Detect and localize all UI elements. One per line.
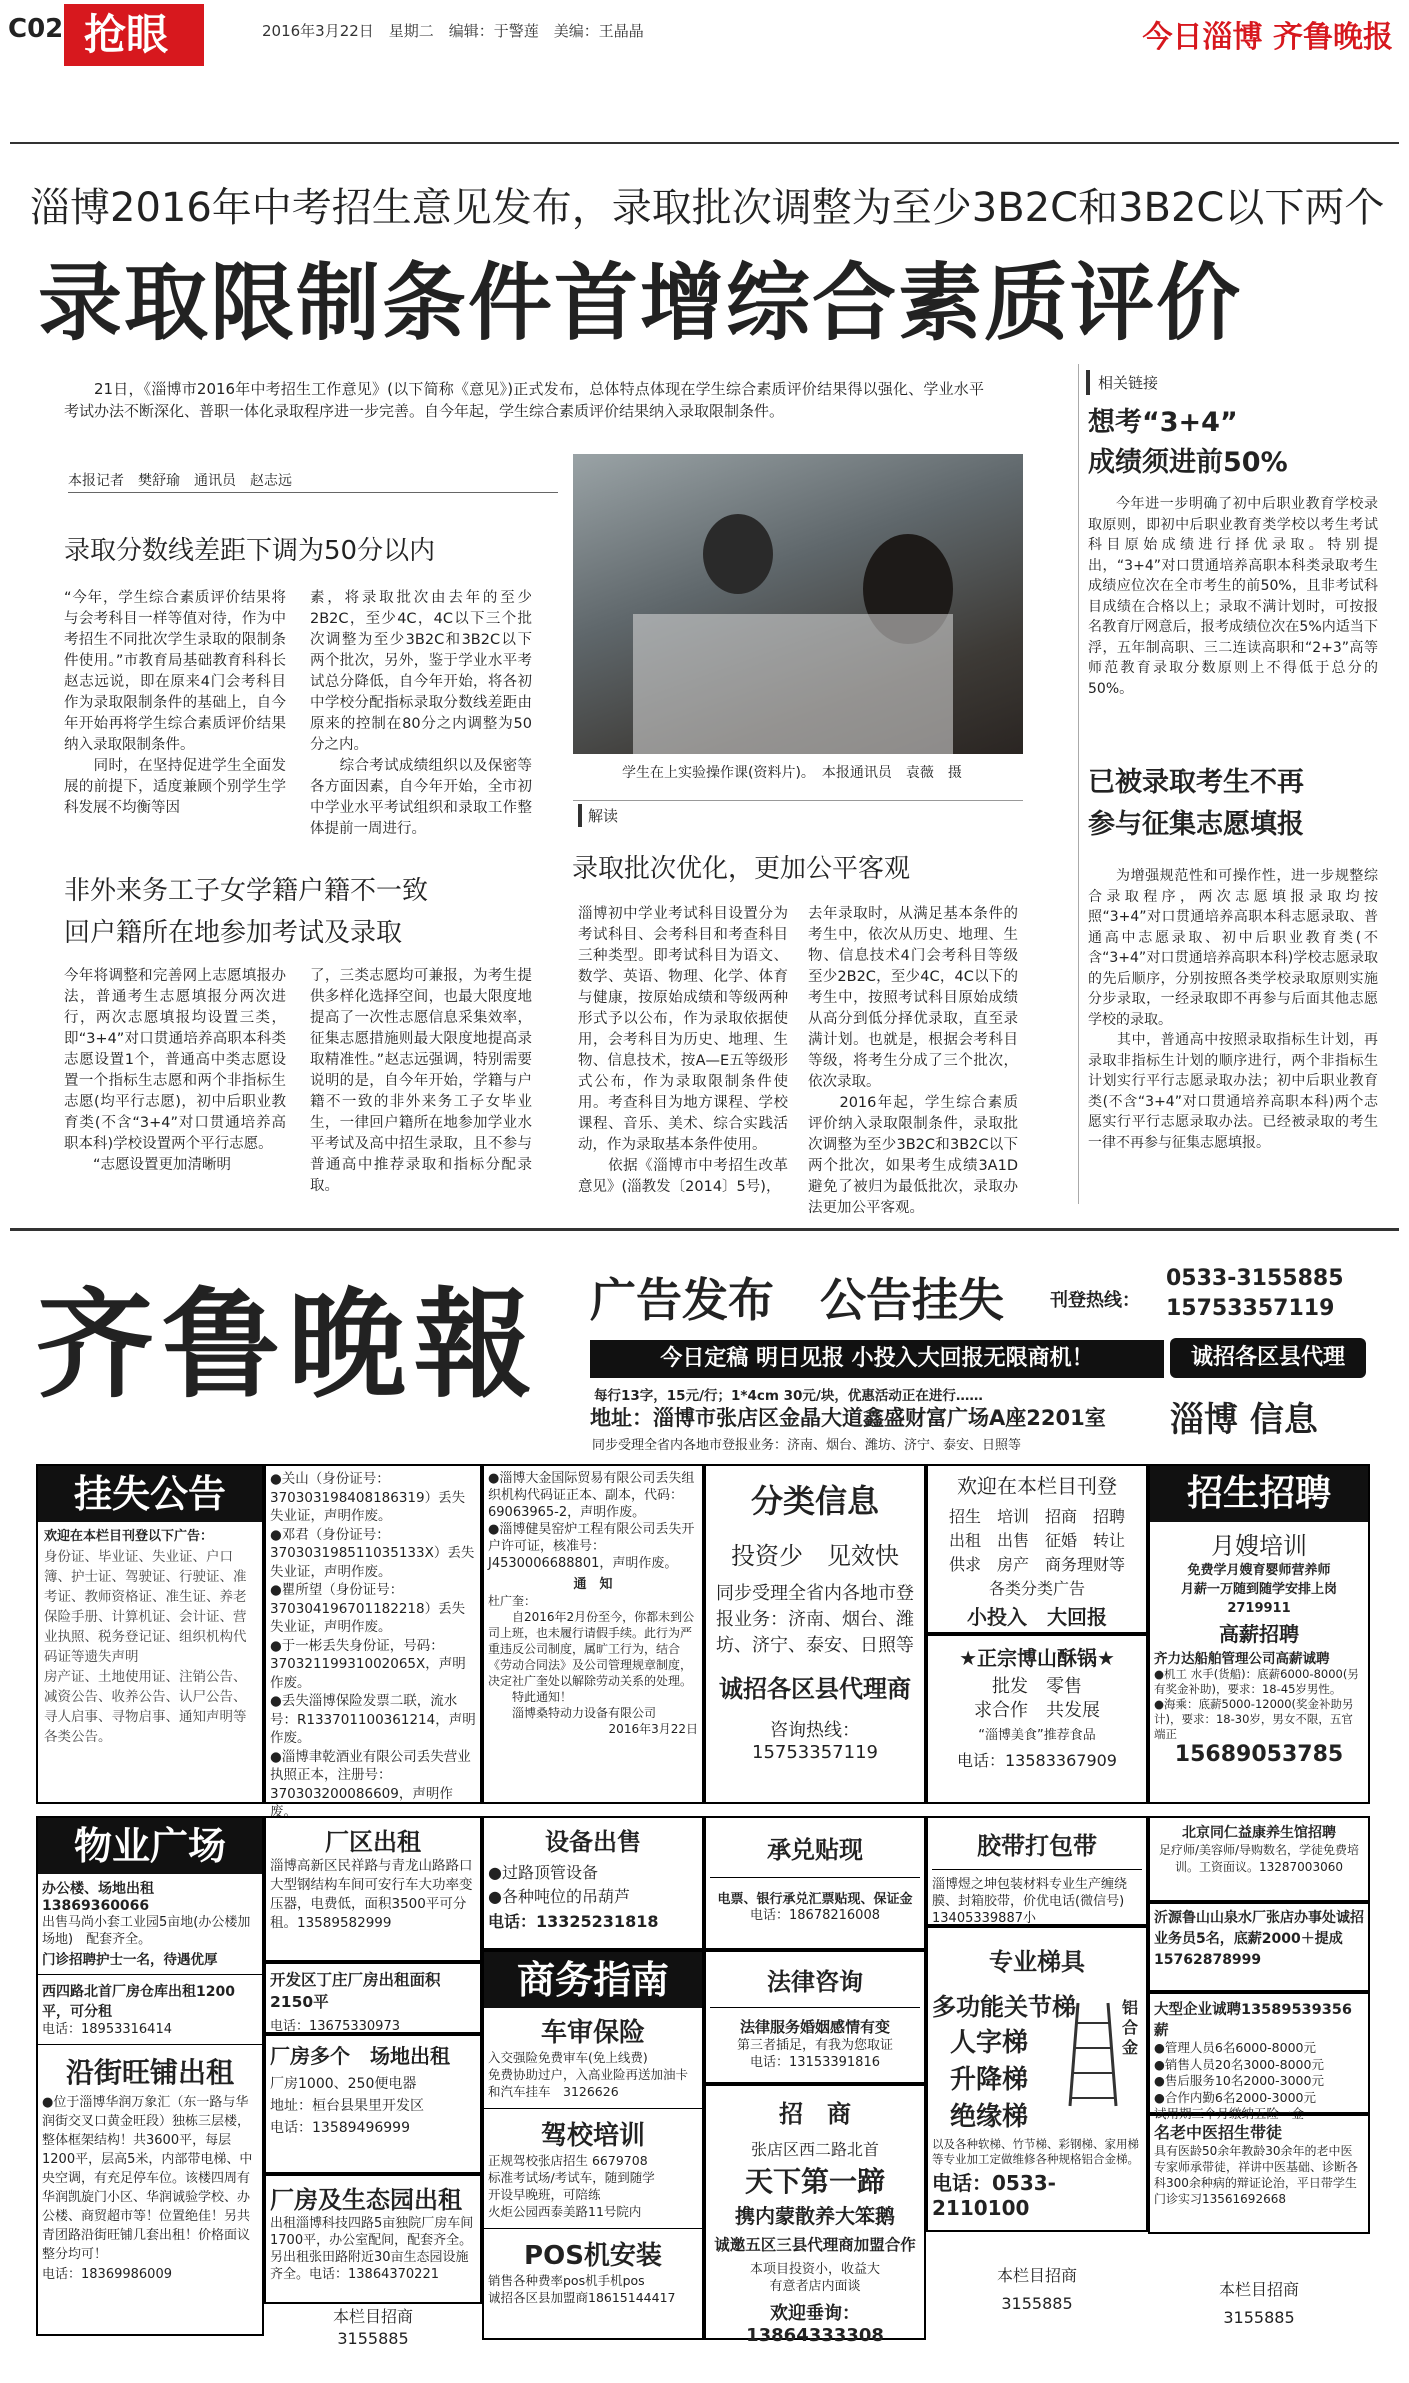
lost-item-5: ●丢失淄博保险发票二联，流水号：R133701100361214，声明作废。 [270, 1693, 476, 1746]
byline: 本报记者 樊舒瑜 通讯员 赵志远 [68, 473, 292, 489]
ad-hotpot: ★正宗博山酥锅★ 批发 零售 求合作 共发展 “淄博美食”推荐食品 电话：13583367909 [926, 1634, 1148, 1804]
sidebar-heading2b: 参与征集志愿填报 [1088, 809, 1304, 840]
lost-item-2: ●邓君（身份证号：370303198511035133X）丢失失业证，声明作废。 [270, 1526, 475, 1580]
ad-lost-notice: 挂失公告 欢迎在本栏目刊登以下广告： 身份证、毕业证、失业证、户口簿、护士证、驾驶证、行驶证、准考证、教师资格证、准生证、养老保险手册、计算机证、会计证、营业执照、税务登记证、组织机构代码证等遗失声明 房产证、土地使用证、注销公告、减资公告、收养公告、认尸公告、寻人启事、寻物启事、通知声明等各类公告。 [36, 1464, 264, 1804]
ad-property: 物业广场 办公楼、场地出租13869360066 出售马尚小套工业园5亩地(办公楼加场地) 配套齐全。 门诊招聘护士一名，待遇优厚 西四路北首厂房仓库出租1200平，可分租 电话：18953316414 沿街旺铺出租 ●位于淄博华润万象汇（东一路与华润街交叉口黄金旺段）独栋三层楼，整体框架结构！共3600平，每层1200平，层高5米，内部带电梯、中央空调，有充足停车位。该楼四周有华润凯旋门小区、华润诚验学校、办公楼、商贸超市等！位置绝佳！另共青团路沿街旺铺几套出租！价格面议整分均可！ 电话：18369986009 [36, 1816, 264, 2336]
ad-self-2: 本栏目招商 3155885 [996, 2266, 1077, 2313]
ad-lost-notice-2: ●淄博大金国际贸易有限公司丢失组织机构代码证正本、副本，代码：69063965-2，声明作废。 ●淄博健昊窑炉工程有限公司丢失开户许可证，核准号：J4530006688801，声明作废。 通 知 杜广奎： 自2016年2月份至今，你都未到公司上班，也未履行请假手续。此行为严重违反公司制度，属旷工行为，结合《劳动合同法》及公司管理规章制度，决定社广奎处以解除劳动关系的处理。 特此通知！ 淄博桑特动力设备有限公司 2016年3月22日 [482, 1464, 704, 1804]
classroom-photo [573, 454, 1023, 754]
ad-equipment: 设备出售 ●过路顶管设备 ●各种吨位的吊葫芦 电话：13325231818 [482, 1816, 704, 1950]
ad-invest: 招 商 张店区西二路北首 天下第一蹄 携内蒙散养大笨鹅 诚邀五区三县代理商加盟合作 本项目投资小，收益大 有意者店内面谈 欢迎垂询：13864333308 [704, 2084, 926, 2340]
ad-health: 北京同仁益康养生馆招聘 足疗师/美容师/导购数名，学徒免费培训。工资面议。13287003060 [1148, 1816, 1370, 1902]
ad-self-3: 本栏目招商 3155885 [1218, 2280, 1299, 2327]
header-rule [10, 142, 1399, 144]
banner-phone1: 0533-3155885 [1166, 1266, 1344, 1291]
ad-doctor: 名老中医招生带徒 具有医龄50余年教龄30余年的老中医专家师承带徒，祥讲中医基础、诊断各科300余种病的辩证论治，平日带学生门诊实习13561692668 [1148, 2114, 1370, 2234]
ad-self-1: 本栏目招商 3155885 [332, 2307, 413, 2348]
ad-water: 沂源鲁山山泉水厂张店办事处诚招业务员5名，底薪2000＋提成 15762878999 [1148, 1902, 1370, 1992]
header-info: 2016年3月22日 星期二 编辑：于警莲 美编：王晶晶 [262, 22, 644, 40]
category-property: 物业广场 [38, 1818, 262, 1874]
banner-address: 地址：淄博市张店区金晶大道鑫盛财富广场A座2201室 [590, 1406, 1106, 1430]
article-title: 录取限制条件首增综合素质评价 [38, 254, 1243, 352]
ad-ladder: 专业梯具 多功能关节梯 人字梯 升降梯 绝缘梯 铝合金 以及各种软梯、竹节梯、彩钢梯、家用梯等专业加工定做维修各种规格铝合金梯。 电话：0533-2110100 [926, 1926, 1148, 2232]
section1-col1: “今年，学生综合素质评价结果将与会考科目一样等值对待，作为中考招生不同批次学生录取的限制条件使用。”市教育局基础教育科科长赵志远说，即在原来4门会考科目作为录取限制条件的基础上，自今年开始再将学生综合素质评价结果纳入录取限制条件。 同时，在坚持促进学生全面发展的前提下，适度兼顾个别学生学科发展不均衡等因 [64, 590, 286, 816]
banner-slogan: 今日定稿 明日见报 小投入大回报无限商机！ [590, 1340, 1164, 1378]
ad-rule [10, 1228, 1399, 1231]
ad-factory-4: 厂房及生态园出租 出租淄博科技四路5亩独院厂房车间1700平，办公室配间，配套齐全。另出租张田路附近30亩生态园设施齐全。电话：13864370221 [264, 2174, 482, 2304]
ad-factory-3: 厂房多个 场地出租 厂房1000、250便电器 地址：桓台县果里开发区 电话：13589496999 [264, 2034, 482, 2174]
section3-col1: 淄博初中学业考试科目设置分为考试科目、会考科目和考查科目三种类型。即考试科目为语文、数学、英语、物理、化学、体育与健康，按原始成绩和等级两种形式予以公布，作为录取依据使用，会考科目为历史、地理、生物、信息技术，按A—E五等级形式公布，作为录取限制条件使用。考查科目为地方课程、学校课程、音乐、美术、综合实践活动，作为录取基本条件使用。 依据《淄博市中考招生改革意见》(淄教发〔2014〕5号)， [578, 906, 788, 1195]
lost-item-3: ●瞿所望（身份证号：370304196701182218）丢失失业证，声明作废。 [270, 1582, 466, 1635]
section1-heading: 录取分数线差距下调为50分以内 [64, 536, 436, 566]
ad-packing: 胶带打包带 淄博煜之坤包装材料专业生产缠绕膜、封箱胶带，价优电话(微信号) 13405339887小 [926, 1816, 1148, 1926]
article-lead: 21日，《淄博市2016年中考招生工作意见》(以下简称《意见》)正式发布，总体特点体现在学生综合素质评价结果得以强化、学业水平考试办法不断深化、普职一体化录取程序进一步完善。自今年起，学生综合素质评价结果纳入录取限制条件。 [64, 380, 984, 420]
section1-col2: 素，将录取批次由去年的至少2B2C，至少4C，4C以下三个批次调整为至少3B2C和3B2C以下两个批次，另外，鉴于学业水平考试总分降低，自今年开始，将各初中学校分配指标录取分数线差距由原来的控制在80分之内调整为50分之内。 综合考试成绩组织以及保密等各方面因素，自今年开始，全市初中学业水平考试组织和录取工作整体提前一周进行。 [310, 590, 532, 837]
sidebar-heading2a: 已被录取考生不再 [1088, 767, 1304, 798]
article-subtitle: 淄博2016年中考招生意见发布，录取批次调整为至少3B2C和3B2C以下两个 [30, 185, 1385, 231]
section2-heading1: 非外来务工子女学籍户籍不一致 [64, 876, 429, 906]
ad-law: 法律咨询 法律服务婚姻感情有变 第三者插足，有我为您取证 电话：13153391816 [704, 1950, 926, 2084]
section2-heading2: 回户籍所在地参加考试及录取 [64, 918, 403, 948]
section2-col1: 今年将调整和完善网上志愿填报办法，普通考生志愿填报分两次进行，两次志愿填报均设置三类，即“3+4”对口贯通培养高职本科类志愿设置1个，普通高中类志愿设置一个指标生志愿和两个非指标生志愿(均平行志愿)，初中后职业教育类(不含“3+4”对口贯通培养高职本科)学校设置两个平行志愿。 “志愿设置更加清晰明 [64, 968, 286, 1173]
ad-classify: 分类信息 投资少 见效快 同步受理全省内各地市登报业务：济南、烟台、潍坊、济宁、泰安、日照等 诚招各区县代理商 咨询热线：15753357119 [704, 1464, 926, 1804]
ad-factory: 厂区出租 淄博高新区民祥路与青龙山路路口大型钢结构车间可安行车大功率变压器，电费低，面积3500平可分租。13589582999 [264, 1816, 482, 1962]
banner-price: 每行13字，15元/行；1*4cm 30元/块，优惠活动正在进行…… [594, 1388, 983, 1404]
sidebar-para2: 为增强规范性和可操作性，进一步规整综合录取程序，两次志愿填报录取均按照“3+4”对口贯通培养高职本科志愿录取、普通高中志愿录取、初中后职业教育类(不含“3+4”对口贯通培养高职本科)学校志愿录取的先后顺序，分别按照各类学校录取原则实施分步录取，一经录取即不再参与后面其他志愿学校的录取。 其中，普通高中按照录取指标生计划，再录取非指标生计划的顺序进行，两个非指标生计划实行平行志愿录取办法；初中后职业教育类(不含“3+4”对口贯通培养高职本科)两个志愿实行平行志愿录取办法。已经被录取的考生一律不再参与征集志愿填报。 [1088, 868, 1378, 1151]
banner-phone2: 15753357119 [1166, 1296, 1335, 1321]
ad-bill-discount: 承兑贴现 电票、银行承兑汇票贴现、保证金 电话：18678216008 [704, 1816, 926, 1950]
ad-factory-2: 开发区丁庄厂房出租面积2150平 电话：13675330973 [264, 1962, 482, 2034]
photo-caption: 学生在上实验操作课(资料片)。 本报通讯员 袁薇 摄 [622, 765, 962, 781]
ad-recruit: 招生招聘 月嫂培训 免费学月嫂育婴师营养师 月薪一万随到随学安排上岗2719911 高薪招聘 齐力达船舶管理公司高薪诚聘 ●机工 水手(货船)：底薪6000-8000(另有奖金补助)，要求：18-45岁男性。 ●海乘：底薪5000-12000(奖金补助另计)，要求：18-30岁，男女不限，五官端正 15689053785 [1148, 1464, 1370, 1804]
ad-company: 大型企业诚聘13589539356薪 ●管理人员6名6000-8000元 ●销售人员20名3000-8000元 ●售后服务10名2000-3000元 ●合作内勤6名2000-3000元 试用期三个月缴纳五险一金 [1148, 1992, 1370, 2114]
category-recruit: 招生招聘 [1150, 1466, 1368, 1522]
banner-hotline-label: 刊登热线： [1050, 1290, 1140, 1311]
category-lost: 挂失公告 [38, 1466, 262, 1522]
section3-heading: 录取批次优化，更加公平客观 [572, 854, 911, 884]
sidebar-heading1a: 想考“3+4” [1088, 407, 1238, 438]
lost-item-1: ●关山（身份证号：370303198408186319）丢失失业证，声明作废。 [270, 1471, 466, 1524]
page-number: C02 [8, 14, 64, 44]
banner-cities: 同步受理全省内各地市登报业务：济南、烟台、潍坊、济宁、泰安、日照等 [592, 1438, 1022, 1453]
section2-col2: 了，三类志愿均可兼报，为考生提供多样化选择空间，也最大限度地提高了一次性志愿信息采集效率，征集志愿措施则最大限度地提高录取精准性。”赵志远强调，特别需要说明的是，自今年开始，学籍与户籍不一致的非外来务工子女毕业生，一律回户籍所在地参加学业水平考试及高中招生录取，且不参与普通高中推荐录取和指标分配录取。 [310, 968, 532, 1194]
banner-logo: 齐鲁晚報 [36, 1275, 541, 1414]
ladder-icon [1068, 1998, 1118, 2108]
analysis-tag: 解读 [578, 804, 624, 827]
banner-heading: 广告发布 公告挂失 [590, 1273, 1004, 1327]
category-business: 商务指南 [484, 1952, 702, 2008]
banner-brand: 淄博 信息 [1170, 1400, 1318, 1440]
section3-col2: 去年录取时，从满足基本条件的考生中，依次从历史、地理、生物、信息技术4门会考科目等级至少2B2C，至少4C，4C以下的考生中，按照考试科目原始成绩从高分到低分择优录取，直至录满计划。也就是，根据会考科目等级，将考生分成了三个批次，依次录取。 2016年起，学生综合素质评价纳入录取限制条件，录取批次调整为至少3B2C和3B2C以下两个批次，如果考生成绩3A1D避免了被归为最低批次，录取办法更加公平客观。 [808, 906, 1018, 1216]
section-title: 抢眼 [64, 4, 204, 66]
lost-item-6: ●淄博聿乾酒业有限公司丢失营业执照正本，注册号：370303200086609，声明作废。 [270, 1748, 471, 1820]
ad-welcome: 欢迎在本栏目刊登 招生 培训 招商 招聘 出租 出售 征婚 转让 供求 房产 商务理财等 各类分类广告 小投入 大回报 [926, 1464, 1148, 1634]
ad-lost-list [264, 1464, 482, 1820]
related-link-tag: 相关链接 [1086, 370, 1166, 395]
banner-agent: 诚招各区县代理 [1170, 1338, 1366, 1378]
ad-business-guide: 商务指南 车审保险 入交强险免费审车(免上线费) 免费协助过户，入高业险再送加油卡和汽车挂车 3126626 驾校培训 正规驾校张店招生 6679708 标准考试场/考试车，随到随学 开设早晚班，可陪练 火炬公园西泰美路11号院内 POS机安装 销售各种费率pos机手机pos 诚招各区县加盟商18615144417 [482, 1950, 704, 2340]
lost-item-4: ●于一彬丢失身份证，号码：37032119931002065X，声明作废。 [270, 1637, 466, 1691]
sidebar-para1: 今年进一步明确了初中后职业教育学校录取原则，即初中后职业教育类学校以考生考试科目原始成绩进行择优录取。特别提出，“3+4”对口贯通培养高职本科类录取考生成绩应位次在全市考生的前50%，且非考试科目成绩在合格以上；录取不满计划时，可按报名教育厅网意后，报考成绩位次在5%内适当下浮，五年制高职、三二连读高职和“2+3”高等师范教育录取分数原则上不得低于总分的50%。 [1088, 496, 1378, 697]
sidebar-heading1b: 成绩须进前50% [1088, 447, 1288, 478]
newspaper-logo: 今日淄博 齐鲁晚报 [1142, 20, 1393, 55]
